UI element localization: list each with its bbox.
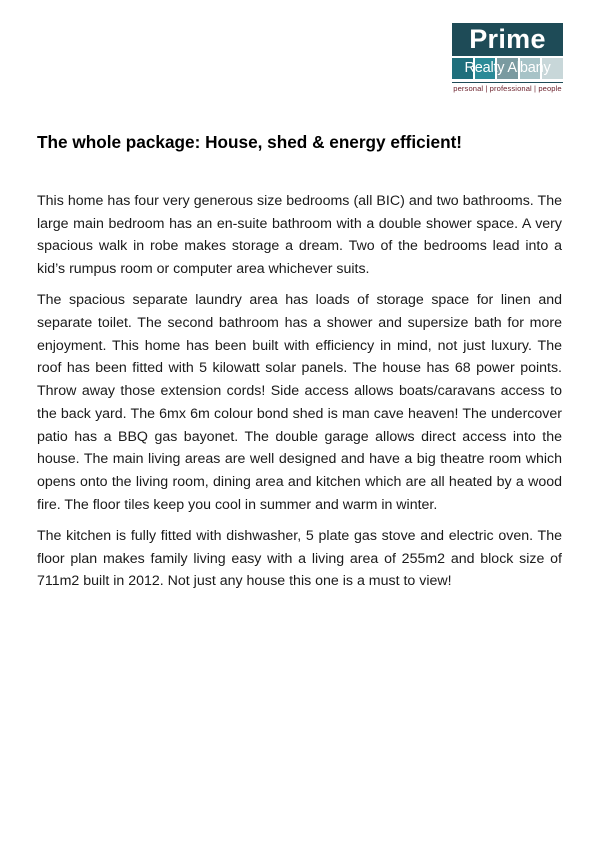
paragraph: The spacious separate laundry area has loads of storage space for linen and separate toilet. The second bathroom has a shower and supersize bath for more enjoyment. This home has been built with efficiency in mind, not just luxury. The roof has been fitted with 5 kilowatt solar panels. The house has 68 power points. Throw away those extension cords! Side access allows boats/caravans access to the back yard. The 6mx 6m colour bond shed is man cave heaven! The undercover patio has a BBQ gas bayonet. The double garage allows direct access into the house. The main living areas are well designed and have a big theatre room which opens onto the living room, dining area and kitchen which are all heated by a wood fire. The floor tiles keep you cool in summer and warm in winter. [37, 292, 562, 513]
logo-subtitle: Realty Albany [464, 60, 551, 76]
logo-wordmark: Prime [452, 23, 563, 56]
logo-divider [452, 82, 563, 83]
paragraph: The kitchen is fully fitted with dishwasher, 5 plate gas stove and electric oven. The floor plan makes family living easy with a living area of 255m2 and block size of 711m2 built in 2012. Not just any house this one is a must to view! [37, 527, 562, 590]
listing-description [37, 190, 562, 601]
logo-tagline: personal | professional | people [453, 84, 562, 93]
prime-realty-logo [452, 23, 563, 94]
page-heading: The whole package: House, shed & energy efficient! [37, 132, 463, 152]
paragraph: This home has four very generous size bedrooms (all BIC) and two bathrooms. The large main bedroom has an en-suite bathroom with a double shower space. A very spacious walk in robe makes storage a dream. Two of the bedrooms lead into a kid’s rumpus room or computer area whichever suits. [37, 193, 562, 278]
